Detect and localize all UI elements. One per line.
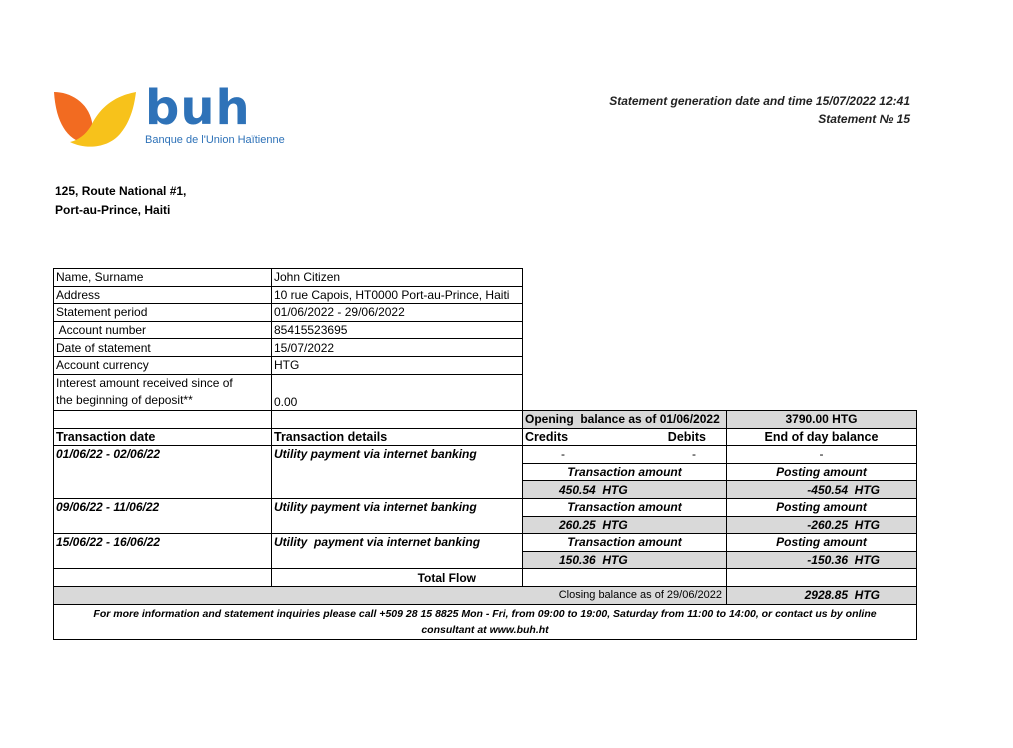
credit-debit-cell	[523, 446, 727, 464]
info-row	[54, 374, 523, 410]
credit-value: -	[561, 447, 565, 462]
column-header-row	[54, 428, 917, 446]
transaction-date: 01/06/22 - 02/06/22	[54, 446, 272, 499]
opening-balance-row	[54, 411, 917, 429]
info-label: Account currency	[54, 356, 272, 374]
transactions-table	[53, 410, 917, 640]
info-row	[54, 269, 523, 287]
transaction-date: 09/06/22 - 11/06/22	[54, 498, 272, 533]
info-value: John Citizen	[272, 269, 523, 287]
posting-amount-label: Posting amount	[727, 463, 917, 481]
table-row	[54, 446, 917, 464]
transaction-amount: 150.36 HTG	[523, 551, 727, 569]
col-header-credits-debits	[523, 428, 727, 446]
bank-address	[55, 182, 186, 220]
posting-amount-label: Posting amount	[727, 498, 917, 516]
transaction-amount: 260.25 HTG	[523, 516, 727, 534]
posting-amount-label: Posting amount	[727, 534, 917, 552]
posting-amount: -450.54 HTG	[727, 481, 917, 499]
transaction-amount-label: Transaction amount	[523, 534, 727, 552]
info-value: 0.00	[272, 374, 523, 410]
transaction-details: Utility payment via internet banking	[272, 446, 523, 499]
closing-balance-value: 2928.85 HTG	[727, 586, 917, 604]
bank-wordmark: buh	[145, 80, 251, 136]
info-value: 10 rue Capois, HT0000 Port-au-Prince, Haiti	[272, 286, 523, 304]
statement-footer-note	[54, 604, 917, 639]
transaction-date: 15/06/22 - 16/06/22	[54, 534, 272, 569]
info-label: Name, Surname	[54, 269, 272, 287]
total-flow-label: Total Flow	[272, 569, 523, 587]
info-label: Account number	[54, 321, 272, 339]
eod-value: -	[727, 446, 917, 464]
closing-balance-label: Closing balance as of 29/06/2022	[54, 586, 727, 604]
bank-logo	[52, 80, 297, 150]
logo-mark-icon	[52, 88, 142, 150]
generation-datetime: Statement generation date and time 15/07/2022 12:41	[609, 94, 910, 108]
info-label: Statement period	[54, 304, 272, 322]
info-row	[54, 286, 523, 304]
table-row	[54, 498, 917, 516]
col-header-credits: Credits	[525, 429, 569, 444]
info-value: 01/06/2022 - 29/06/2022	[272, 304, 523, 322]
transaction-details: Utility payment via internet banking	[272, 498, 523, 533]
transaction-amount-label: Transaction amount	[523, 498, 727, 516]
info-label	[54, 374, 272, 410]
table-row	[54, 534, 917, 552]
info-value: 85415523695	[272, 321, 523, 339]
info-value: HTG	[272, 356, 523, 374]
info-row	[54, 339, 523, 357]
opening-balance-value: 3790.00 HTG	[727, 411, 917, 429]
opening-balance-label: Opening balance as of 01/06/2022	[523, 411, 727, 429]
statement-number: Statement № 15	[818, 112, 910, 126]
total-flow-row	[54, 569, 917, 587]
transaction-amount-label: Transaction amount	[523, 463, 727, 481]
customer-info-table	[53, 268, 523, 411]
transaction-amount: 450.54 HTG	[523, 481, 727, 499]
col-header-date: Transaction date	[54, 428, 272, 446]
info-label-line: Interest amount received since of	[56, 376, 233, 391]
info-row	[54, 321, 523, 339]
col-header-eod: End of day balance	[727, 428, 917, 446]
info-label: Date of statement	[54, 339, 272, 357]
statement-generation-info	[609, 92, 910, 128]
col-header-debits: Debits	[667, 429, 706, 444]
footer-line: consultant at www.buh.ht	[421, 623, 549, 636]
posting-amount: -150.36 HTG	[727, 551, 917, 569]
info-label: Address	[54, 286, 272, 304]
address-line-2: Port-au-Prince, Haiti	[55, 203, 171, 217]
posting-amount: -260.25 HTG	[727, 516, 917, 534]
info-label-line: the beginning of deposit**	[56, 393, 193, 408]
info-row	[54, 356, 523, 374]
footer-row	[54, 604, 917, 639]
footer-line: For more information and statement inquiries please call +509 28 15 8825 Mon - Fri, from 09:00 to 19:00, Saturday from 11:00 to 14:00, or contact us by online	[93, 607, 877, 620]
bank-name: Banque de l'Union Haïtienne	[145, 134, 285, 146]
transaction-details: Utility payment via internet banking	[272, 534, 523, 569]
address-line-1: 125, Route National #1,	[55, 184, 187, 198]
closing-balance-row	[54, 586, 917, 604]
info-row	[54, 304, 523, 322]
debit-value: -	[692, 447, 696, 462]
info-value: 15/07/2022	[272, 339, 523, 357]
col-header-details: Transaction details	[272, 428, 523, 446]
